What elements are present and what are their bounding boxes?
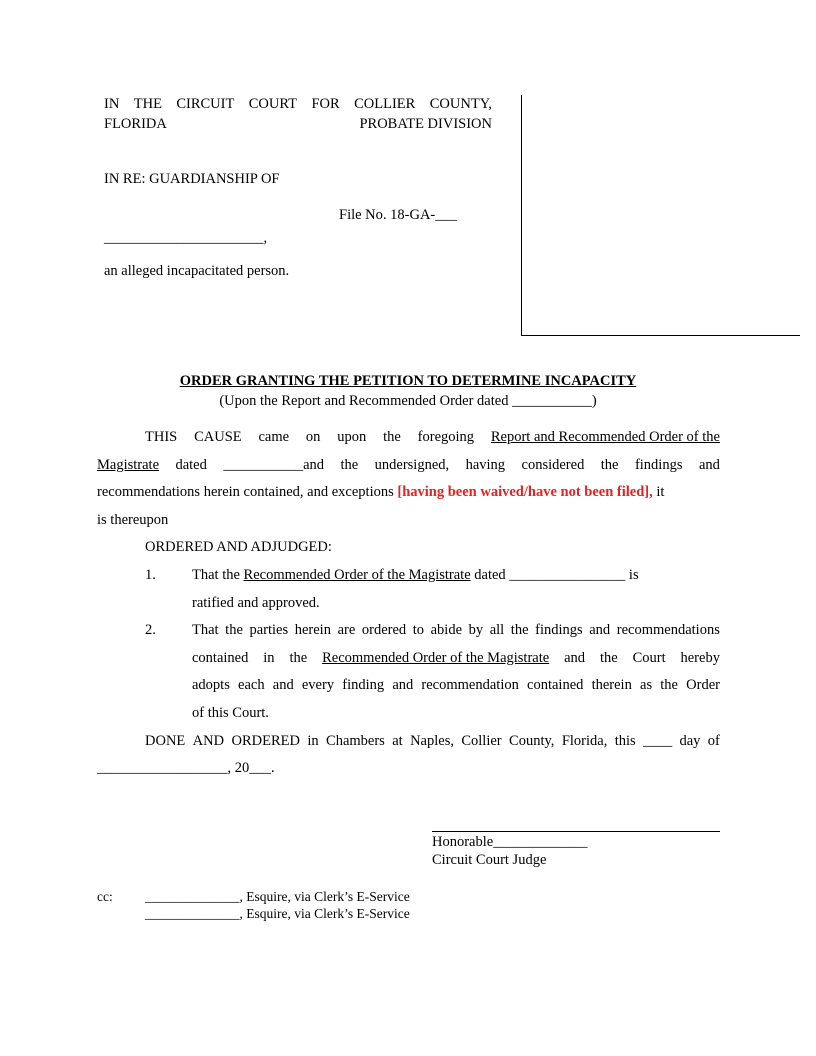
word: as: [640, 677, 653, 693]
word: by: [468, 622, 484, 638]
cc-label: cc:: [97, 889, 113, 904]
item-2-number: 2.: [145, 622, 156, 638]
word: are: [337, 622, 356, 638]
word: and: [392, 677, 414, 693]
word: That: [192, 622, 219, 638]
item-2-recommended-order: Recommended Order of the Magistrate: [322, 650, 550, 666]
word: IN: [104, 96, 120, 112]
division-name: PROBATE DIVISION: [359, 116, 492, 132]
word: and: [589, 622, 611, 638]
body-line-3-text: recommendations herein contained, and exceptions: [97, 484, 394, 500]
word: COLLIER: [354, 96, 416, 112]
word: undersigned,: [374, 457, 450, 473]
exceptions-option-text: [having been waived/have not been filed],: [397, 484, 653, 500]
word: herein: [294, 622, 331, 638]
body-line-3-end: it: [656, 484, 665, 500]
ordered-and-adjudged: ORDERED AND ADJUDGED:: [145, 539, 332, 555]
word: of: [707, 733, 720, 749]
word: parties: [249, 622, 289, 638]
word: CAUSE: [194, 429, 242, 445]
word: THIS: [145, 429, 178, 445]
word: came: [258, 429, 290, 445]
item-1-recommended-order: Recommended Order of the Magistrate: [243, 567, 471, 583]
word: recommendation: [421, 677, 519, 693]
word: contained: [192, 650, 249, 666]
item-2-line-2: [192, 650, 720, 667]
word: all: [489, 622, 505, 638]
word: Chambers: [326, 733, 385, 749]
word: the: [383, 429, 401, 445]
word: findings: [634, 457, 683, 473]
word: therein: [591, 677, 632, 693]
word: finding: [342, 677, 385, 693]
word: to: [412, 622, 425, 638]
word: ___________and: [223, 457, 325, 473]
word: COURT: [248, 96, 298, 112]
word: upon: [337, 429, 367, 445]
order-subtitle: (Upon the Report and Recommended Order dated ___________): [219, 393, 597, 409]
word: foregoing: [417, 429, 475, 445]
done-and-ordered-line-2: __________________, 20___.: [97, 760, 275, 776]
word: each: [238, 677, 265, 693]
clerk-stamp-box-bottom-border: [521, 335, 800, 336]
word: on: [305, 429, 321, 445]
word: abide: [430, 622, 463, 638]
word: Court: [632, 650, 666, 666]
word: ordered: [361, 622, 407, 638]
word: Collier: [461, 733, 502, 749]
alleged-incapacitated-text: an alleged incapacitated person.: [104, 263, 290, 279]
item-1-line-1: [192, 567, 720, 584]
body-line-3: [97, 484, 720, 501]
ward-name-blank: ______________________,: [104, 230, 268, 246]
word: COUNTY,: [429, 96, 492, 112]
order-title: ORDER GRANTING THE PETITION TO DETERMINE INCAPACITY: [179, 373, 637, 389]
item-2-line-3: [192, 677, 720, 694]
word: adopts: [192, 677, 230, 693]
in-re-heading: IN RE: GUARDIANSHIP OF: [104, 171, 280, 187]
state-name: FLORIDA: [104, 116, 167, 132]
word: having: [465, 457, 506, 473]
item-1-post: dated ________________ is: [474, 567, 639, 583]
cc-recipient-1: ______________, Esquire, via Clerk’s E-Service: [145, 889, 410, 904]
word: the: [599, 650, 618, 666]
body-line-4: is thereupon: [97, 512, 169, 528]
item-1-pre: That the: [192, 567, 240, 583]
word: the: [510, 622, 529, 638]
word: and: [564, 650, 586, 666]
word: FOR: [311, 96, 340, 112]
word: the: [660, 677, 678, 693]
report-and-recommended-order-link: Report and Recommended Order of the: [490, 429, 720, 445]
word: CIRCUIT: [176, 96, 235, 112]
word: the: [289, 650, 308, 666]
word: and: [272, 677, 294, 693]
word: County,: [509, 733, 555, 749]
done-and-ordered-line-1: [97, 733, 720, 750]
word: Order: [686, 677, 720, 693]
judge-title: Circuit Court Judge: [432, 852, 547, 868]
item-2-line-4: of this Court.: [192, 705, 269, 721]
word: Florida,: [561, 733, 608, 749]
magistrate-link: Magistrate: [97, 457, 160, 473]
word: hereby: [680, 650, 720, 666]
word: the: [225, 622, 243, 638]
honorable-judge-name: Honorable_____________: [432, 834, 588, 850]
word: ORDERED: [231, 733, 300, 749]
word: findings: [535, 622, 583, 638]
word: in: [263, 650, 275, 666]
item-1-line-2: ratified and approved.: [192, 595, 320, 611]
file-number: File No. 18-GA-___: [339, 207, 458, 223]
word: ____: [643, 733, 673, 749]
court-caption-line-1: [104, 96, 492, 113]
word: recommendations: [616, 622, 720, 638]
word: and: [698, 457, 720, 473]
word: Naples,: [410, 733, 454, 749]
word: this: [614, 733, 636, 749]
clerk-stamp-box-left-border: [521, 95, 522, 336]
word: at: [392, 733, 403, 749]
word: AND: [192, 733, 225, 749]
word: THE: [133, 96, 162, 112]
word: day: [679, 733, 701, 749]
word: every: [301, 677, 335, 693]
item-2-line-1: [192, 622, 720, 639]
word: contained: [527, 677, 584, 693]
body-line-2: [97, 457, 720, 474]
word: dated: [175, 457, 207, 473]
court-caption-line-2: [104, 116, 492, 133]
item-1-number: 1.: [145, 567, 156, 583]
cc-recipient-2: ______________, Esquire, via Clerk’s E-Service: [145, 906, 410, 921]
word: in: [307, 733, 319, 749]
body-line-1: [97, 429, 720, 446]
signature-line: [432, 831, 720, 832]
word: considered: [521, 457, 585, 473]
word: DONE: [145, 733, 186, 749]
word: the: [340, 457, 359, 473]
word: the: [600, 457, 619, 473]
